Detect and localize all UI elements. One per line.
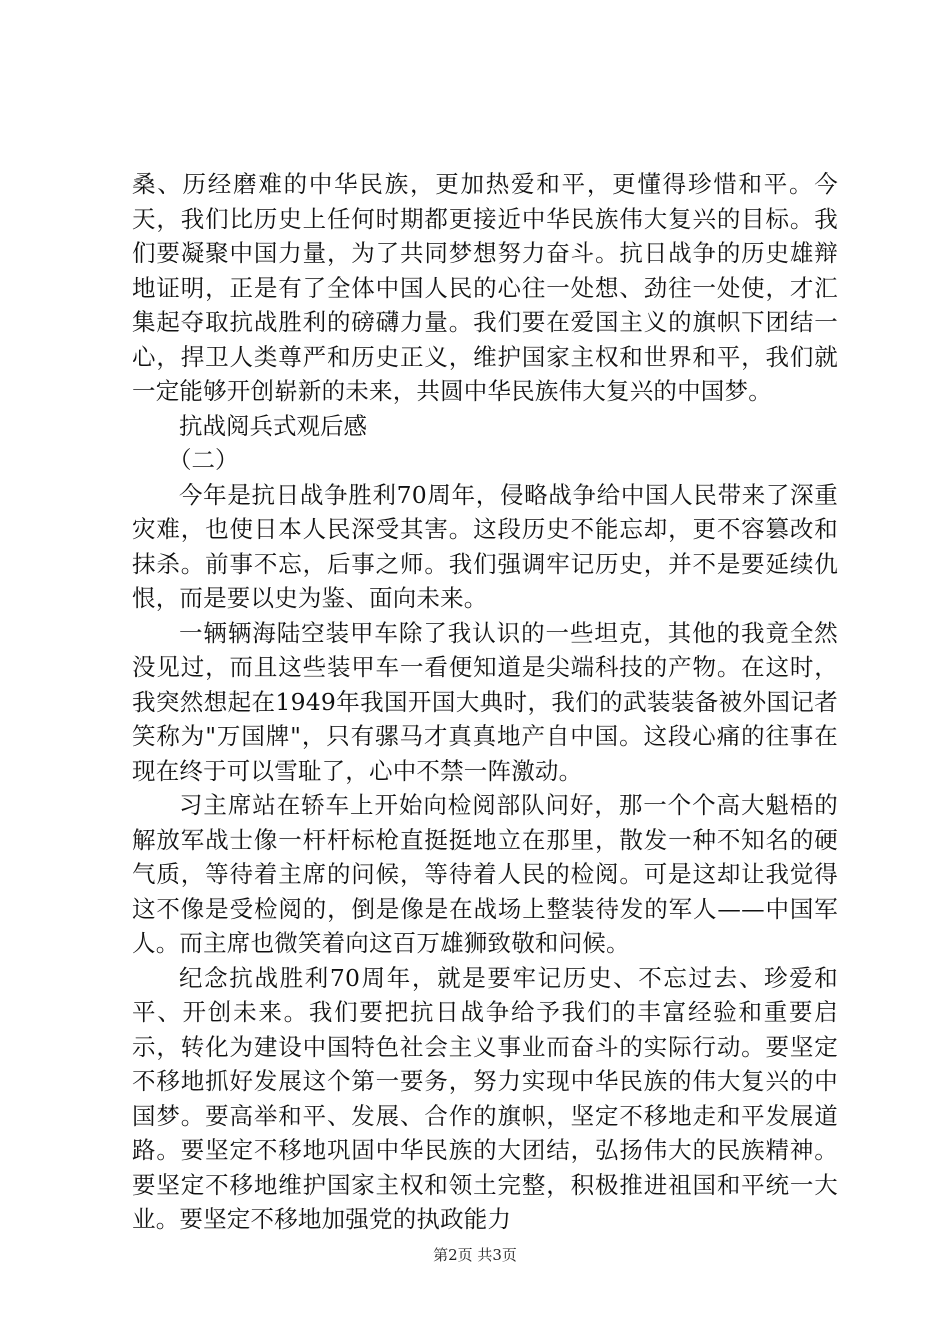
page-footer: 第2页 共3页	[433, 1246, 517, 1264]
paragraph: 今年是抗日战争胜利70周年，侵略战争给中国人民带来了深重灾难，也使日本人民深受其害。这段历史不能忘却，更不容篡改和抹杀。前事不忘，后事之师。我们强调牢记历史，并不是要延续仇恨，而是要以史为鉴、面向未来。	[132, 480, 838, 612]
document-body	[132, 167, 838, 1237]
paragraph: 一辆辆海陆空装甲车除了我认识的一些坦克，其他的我竟全然没见过，而且这些装甲车一看便知道是尖端科技的产物。在这时，我突然想起在1949年我国开国大典时，我们的武装装备被外国记者笑称为"万国牌"，只有骡马才真真地产自中国。这段心痛的往事在现在终于可以雪耻了，心中不禁一阵激动。	[132, 618, 838, 785]
paragraph: 纪念抗战胜利70周年，就是要牢记历史、不忘过去、珍爱和平、开创未来。我们要把抗日战争给予我们的丰富经验和重要启示，转化为建设中国特色社会主义事业而奋斗的实际行动。要坚定不移地抓好发展这个第一要务，努力实现中华民族的伟大复兴的中国梦。要高举和平、发展、合作的旗帜，坚定不移地走和平发展道路。要坚定不移地巩固中华民族的大团结，弘扬伟大的民族精神。要坚定不移地维护国家主权和领土完整，积极推进祖国和平统一大业。要坚定不移地加强党的执政能力	[132, 963, 838, 1233]
article-subtitle: （二）	[168, 446, 239, 474]
article-title: 抗战阅兵式观后感	[179, 411, 367, 440]
paragraph-continued: 桑、历经磨难的中华民族，更加热爱和平，更懂得珍惜和平。今天，我们比历史上任何时期都更接近中华民族伟大复兴的目标。我们要凝聚中国力量，为了共同梦想努力奋斗。抗日战争的历史雄辩地证明，正是有了全体中国人民的心往一处想、劲往一处使，才汇集起夺取抗战胜利的磅礴力量。我们要在爱国主义的旗帜下团结一心，捍卫人类尊严和历史正义，维护国家主权和世界和平，我们就一定能够开创崭新的未来，共圆中华民族伟大复兴的中国梦。	[132, 170, 838, 405]
paragraph: 习主席站在轿车上开始向检阅部队问好，那一个个高大魁梧的解放军战士像一杆杆标枪直挺挺地立在那里，散发一种不知名的硬气质，等待着主席的问候，等待着人民的检阅。可是这却让我觉得这不像是受检阅的，倒是像是在战场上整装待发的军人——中国军人。而主席也微笑着向这百万雄狮致敬和问候。	[132, 791, 838, 957]
